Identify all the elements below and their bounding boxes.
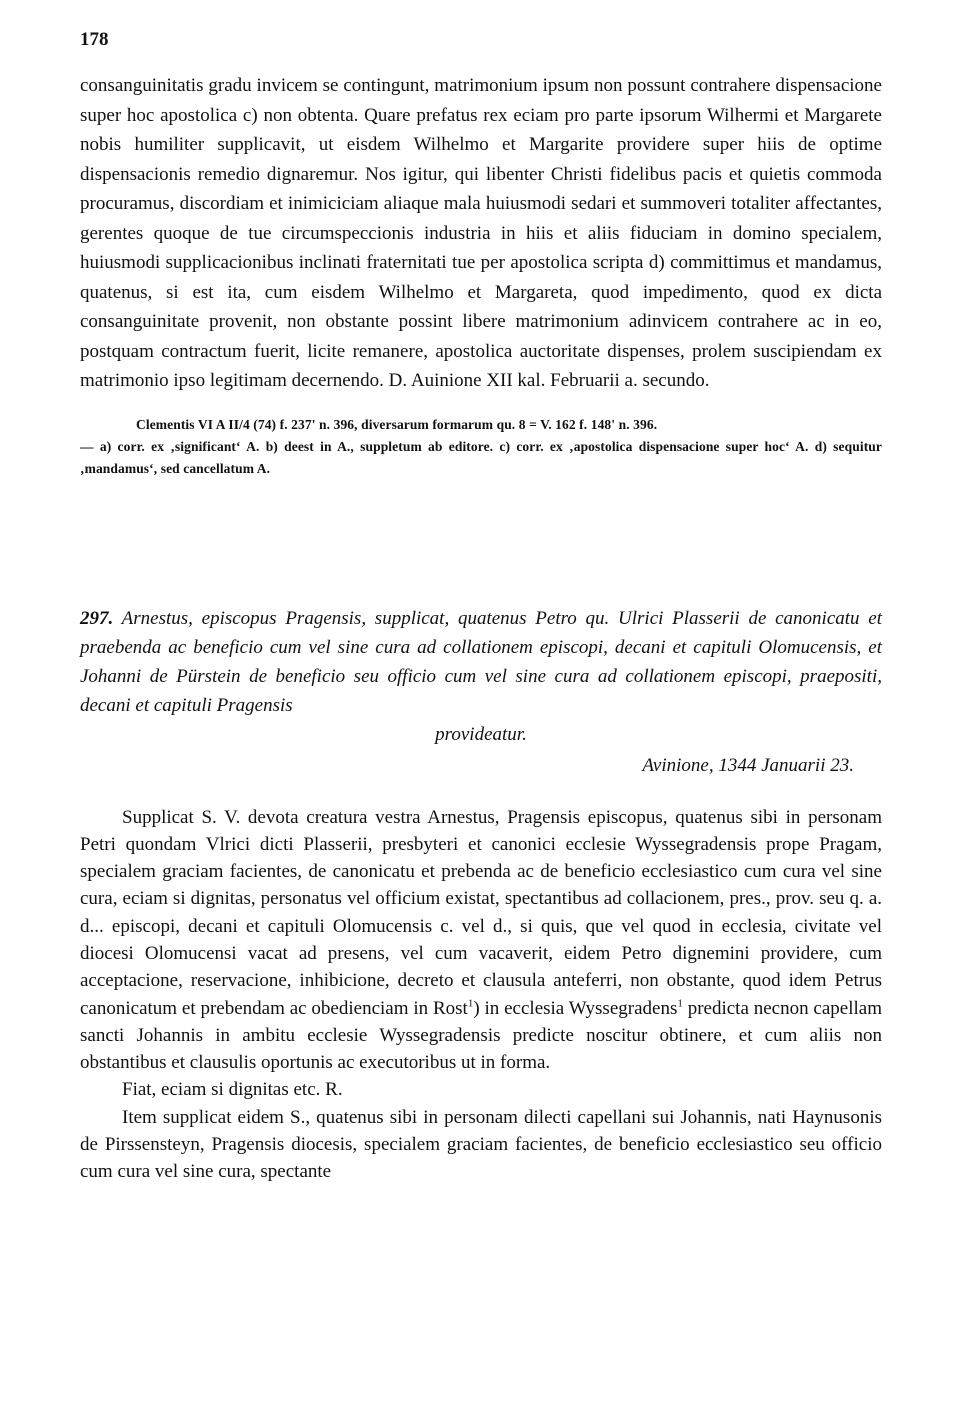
body-paragraph-3: Item supplicat eidem S., quatenus sibi in personam dilecti capellani sui Johannis, nati Haynusonis de Pirssensteyn, Pragensis diocesis, specialem graciam facientes, de beneficio ecclesiastico seu officio cum cura vel sine cura, spectante [80,1106,882,1183]
body-paragraph-1 [80,804,882,1077]
continuation-paragraph: consanguinitatis gradu invicem se contingunt, matrimonium ipsum non possunt contrahere dispensacione super hoc apostolica c) non obtenta. Quare prefatus rex eciam pro parte ipsorum Wilhermi et Margarete nobis humiliter supplicavit, ut eisdem Wilhelmo et Margarite providere super hiis de optime dispensacionis remedio dignaremur. Nos igitur, qui libenter Christi fidelibus pacis et quietis commoda procuramus, discordiam et inimiciciam aliaque mala huiusmodi sedari et summoveri totaliter affectantes, gerentes quoque de tue circumspeccionis industria in hiis et aliis fiduciam in domino specialem, huiusmodi supplicacionibus inclinati fraternitati tue per apostolica scripta d) committimus et mandamus, quatenus, si est ita, cum eisdem Wilhelmo et Margareta, quod impedimento, quod ex dicta consanguinitate provenit, non obstante possint libere matrimonium adinvicem contrahere ac in eo, postquam contractum fuerit, licite remanere, apostolica auctoritate dispenses, prolem suscipiendam ex matrimonio ipso legitimam decernendo. D. Auinione XII kal. Februarii a. secundo. [80,75,882,391]
footnote-ref-1: 1 [467,997,474,1010]
footnote-ref-2: 1 [677,997,683,1010]
footnote-source: Clementis VI A II/4 (74) f. 237' n. 396, diversarum formarum qu. 8 = V. 162 f. 148' n. 396. [136,416,658,432]
body-paragraph-1-part-c: predicta necnon capellam sancti Johannis in ambitu ecclesie Wyssegradensis predicte noscitur obtinere, et cum aliis non obstantibus et clausulis oportunis ac executoribus ut in forma. [80,997,882,1074]
entry-date: Avinione, 1344 Januarii 23. [642,754,854,776]
body-paragraph-1-part-a: Supplicat S. V. devota creatura vestra Arnestus, Pragensis episcopus, quatenus sibi in personam Petri quondam Vlrici dicti Plasserii, presbyteri et canonici ecclesie Wyssegradensis prope Pragam, specialem graciam facientes, de canonicatu et prebenda ac de beneficio ecclesiastico cum cura vel sine cura, eciam si dignitas, personatus vel officium existat, spectantibus ad collacionem, pres., prov. seu q. a. d... episcopi, decani et capituli Olomucensis c. vel d., si quis, que vel quod in ecclesia, civitate vel diocesi Olomucensi vacat ad presens, vel cum vacaverit, eidem Petro dignemini providere, cum acceptacione, reservacione, inhibicione, decreto et clausula anteferri, non obstante, quod idem Petrus canonicatum et prebendam ac obedienciam in Rost [80,806,882,1019]
footnote-notes: — a) corr. ex ‚significant‘ A. b) deest in A., suppletum ab editore. c) corr. ex ‚apostolica dispensacione super hoc‘ A. d) sequitur ‚mandamus‘, sed cancellatum A. [80,438,882,476]
entry-number: 297. [80,607,114,629]
entry-heading-end: provideatur. [435,723,527,745]
body-paragraph-1-part-b: ) in ecclesia Wyssegradens [473,997,678,1019]
entry-heading-text: Arnestus, episcopus Pragensis, supplicat, quatenus Petro qu. Ulrici Plasserii de canonicatu et praebenda ac beneficio cum vel sine cura ad collationem episcopi, decani et capituli Olomucensis, et Johanni de Pürstein de beneficio seu officio cum vel sine cura ad collationem episcopi, praepositi, decani et capituli Pragensis [80,607,882,716]
footnote-block [80,414,882,480]
entry-heading [80,604,882,749]
entry-body [80,804,882,1186]
page-number: 178 [80,29,109,50]
body-paragraph-2: Fiat, eciam si dignitas etc. R. [122,1079,343,1101]
